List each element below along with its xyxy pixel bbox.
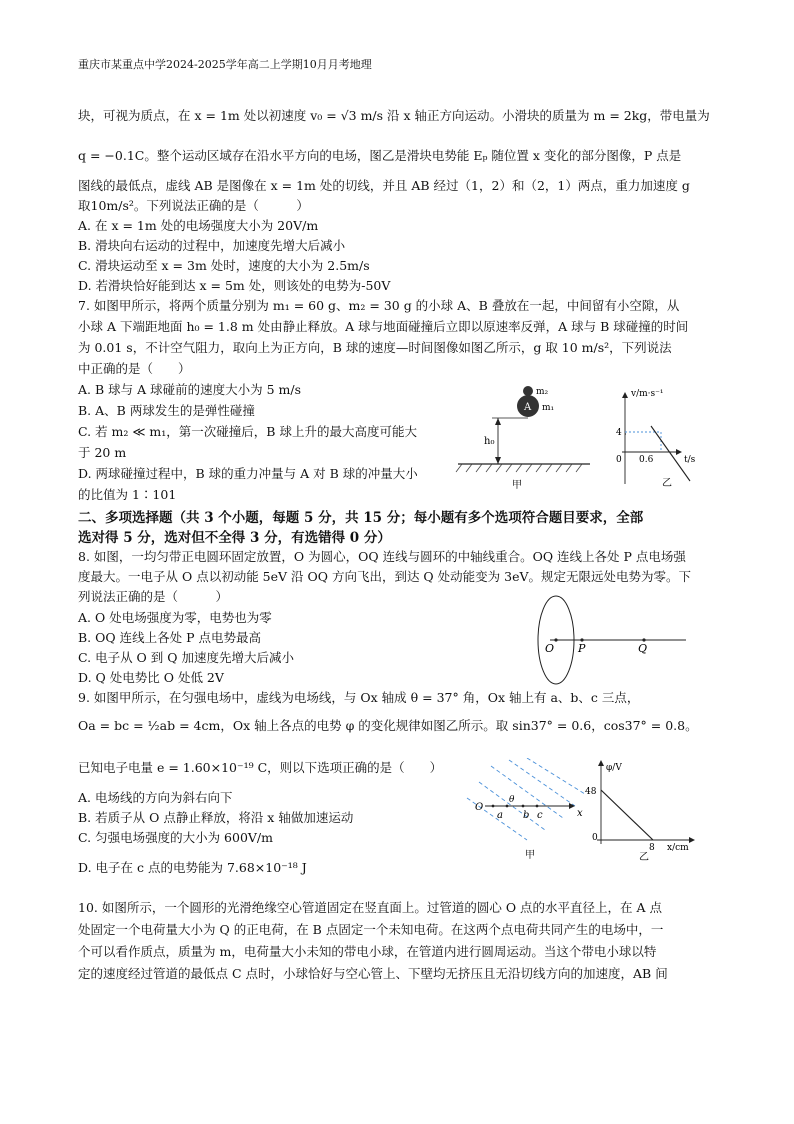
q9-option-d: D. 电子在 c 点的电势能为 7.68×10⁻¹⁸ J — [78, 860, 307, 875]
x-axis-label: x — [577, 808, 583, 819]
origin-label: 0 — [616, 455, 622, 465]
q8-line-1: 8. 如图，一均匀带正电圆环固定放置，O 为圆心，OQ 连线与圆环的中轴线重合。OQ 连线上各处 P 点电场强 — [78, 549, 686, 564]
q9-line-3: 已知电子电量 e = 1.60×10⁻¹⁹ C，则以下选项正确的是（ ） — [78, 760, 443, 775]
fig9-jia-label: 甲 — [525, 850, 535, 861]
phi-48-label: 48 — [585, 787, 597, 797]
q9-option-b: B. 若质子从 O 点静止释放，将沿 x 轴做加速运动 — [78, 810, 354, 825]
q7-option-a: A. B 球与 A 球碰前的速度大小为 5 m/s — [78, 382, 301, 397]
theta-label: θ — [509, 795, 515, 805]
x-cm-label: x/cm — [667, 843, 689, 853]
q9-option-c: C. 匀强电场强度的大小为 600V/m — [78, 830, 273, 845]
q6-option-a: A. 在 x = 1m 处的电场强度大小为 20V/m — [78, 218, 319, 233]
q7-option-d-cont: 的比值为 1∶101 — [78, 487, 177, 502]
q7-option-c: C. 若 m₂ ≪ m₁，第一次碰撞后，B 球上升的最大高度可能大 — [78, 424, 417, 439]
q6-line-2: q = −0.1C。整个运动区域存在沿水平方向的电场，图乙是滑块电势能 Eₚ 随位置 x 变化的部分图像，P 点是 — [78, 148, 682, 163]
q7-option-c-cont: 于 20 m — [78, 445, 127, 460]
q9-option-a: A. 电场线的方向为斜右向下 — [78, 790, 233, 805]
point-o-label: O — [545, 642, 555, 655]
q7-line-4: 中正确的是（ ） — [78, 361, 191, 376]
q7-line-3: 为 0.01 s，不计空气阻力，取向上为正方向，B 球的速度—时间图像如图乙所示，g 取 10 m/s²，下列说法 — [78, 340, 672, 355]
m2-label: m₂ — [536, 387, 549, 397]
point-o-label: O — [475, 802, 484, 813]
q8-line-2: 度最大。一电子从 O 点以初动能 5eV 沿 OQ 方向飞出，到达 Q 处动能变为 3eV。规定无限远处电势为零。下 — [78, 569, 692, 584]
point-c-label: c — [537, 810, 543, 821]
q6-option-d: D. 若滑块恰好能到达 x = 5m 处，则该处的电势为-50V — [78, 278, 391, 293]
point-q-label: Q — [638, 642, 648, 655]
point-p-label: P — [578, 642, 586, 655]
fig9-yi-label: 乙 — [639, 852, 649, 862]
q8-figure — [520, 592, 700, 692]
q9-line-2: Oa = bc = ½ab = 4cm，Ox 轴上各点的电势 φ 的变化规律如图乙所示。取 sin37° = 0.6，cos37° = 0.8。 — [78, 718, 698, 733]
q10-line-1: 10. 如图所示，一个圆形的光滑绝缘空心管道固定在竖直面上。过管道的圆心 O 点的水平直径上，在 A 点 — [78, 900, 663, 915]
fig7-yi-label: 乙 — [662, 478, 672, 489]
q8-option-d: D. Q 处电势比 O 处低 2V — [78, 670, 224, 685]
ball-b — [523, 386, 533, 396]
q6-option-c: C. 滑块运动至 x = 3m 处时，速度的大小为 2.5m/s — [78, 258, 370, 273]
ball-a-label: A — [524, 402, 532, 413]
q6-line-4: 取10m/s²。下列说法正确的是（ ） — [78, 198, 309, 213]
v-4-label: 4 — [616, 428, 622, 438]
q10-line-3: 个可以看作质点，质量为 m，电荷量大小未知的带电小球，在管道内进行圆周运动。当这个带电小球以特 — [78, 944, 657, 959]
point-a-label: a — [497, 810, 503, 821]
page-header: 重庆市某重点中学2024-2025学年高二上学期10月月考地理 — [78, 58, 372, 71]
point-b-label: b — [523, 810, 530, 821]
q10-line-4: 定的速度经过管道的最低点 C 点时，小球恰好与空心管上、下壁均无挤压且无沿切线方向的加速度，AB 间 — [78, 966, 668, 981]
q7-option-b: B. A、B 两球发生的是弹性碰撞 — [78, 403, 255, 418]
q6-option-b: B. 滑块向右运动的过程中，加速度先增大后减小 — [78, 238, 346, 253]
section-2-title-line-2: 选对得 5 分，选对但不全得 3 分，有选错得 0 分） — [78, 530, 391, 546]
t-06-label: 0.6 — [639, 455, 654, 465]
t-axis-label: t/s — [684, 455, 696, 465]
q7-option-d: D. 两球碰撞过程中，B 球的重力冲量与 A 对 B 球的冲量大小 — [78, 466, 418, 481]
q10-line-2: 处固定一个电荷量大小为 Q 的正电荷，在 B 点固定一个未知电荷。在这两个点电荷共同产生的电场中，一 — [78, 922, 664, 937]
m1-label: m₁ — [542, 403, 555, 413]
q7-figure — [450, 380, 720, 492]
h0-label: h₀ — [484, 436, 495, 447]
q7-line-2: 小球 A 下端距地面 h₀ = 1.8 m 处由静止释放。A 球与地面碰撞后立即以原速率反弹，A 球与 B 球碰撞的时间 — [78, 319, 689, 334]
q8-option-b: B. OQ 连线上各处 P 点电势最高 — [78, 630, 261, 645]
q6-line-3: 图线的最低点，虚线 AB 是图像在 x = 1m 处的切线，并且 AB 经过（1，2）和（2，1）两点，重力加速度 g — [78, 178, 690, 193]
x-8-label: 8 — [649, 843, 655, 853]
fig7-jia-label: 甲 — [512, 480, 522, 491]
v-axis-label: v/m·s⁻¹ — [631, 389, 664, 399]
origin-label: 0 — [592, 833, 598, 843]
q9-line-1: 9. 如图甲所示，在匀强电场中，虚线为电场线，与 Ox 轴成 θ = 37° 角，Ox 轴上有 a、b、c 三点， — [78, 690, 640, 705]
q9-figure — [465, 758, 715, 862]
q8-option-c: C. 电子从 O 到 Q 加速度先增大后减小 — [78, 650, 294, 665]
phi-axis-label: φ/V — [606, 763, 622, 773]
q7-line-1: 7. 如图甲所示，将两个质量分别为 m₁ = 60 g、m₂ = 30 g 的小球 A、B 叠放在一起，中间留有小空隙，从 — [78, 298, 680, 313]
q8-option-a: A. O 处电场强度为零，电势也为零 — [78, 610, 272, 625]
q6-line-1: 块，可视为质点，在 x = 1m 处以初速度 v₀ = √3 m/s 沿 x 轴正方向运动。小滑块的质量为 m = 2kg，带电量为 — [78, 108, 710, 123]
q8-line-3: 列说法正确的是（ ） — [78, 589, 229, 604]
section-2-title-line-1: 二、多项选择题（共 3 个小题，每题 5 分，共 15 分；每小题有多个选项符合题目要求，全部 — [78, 510, 644, 526]
